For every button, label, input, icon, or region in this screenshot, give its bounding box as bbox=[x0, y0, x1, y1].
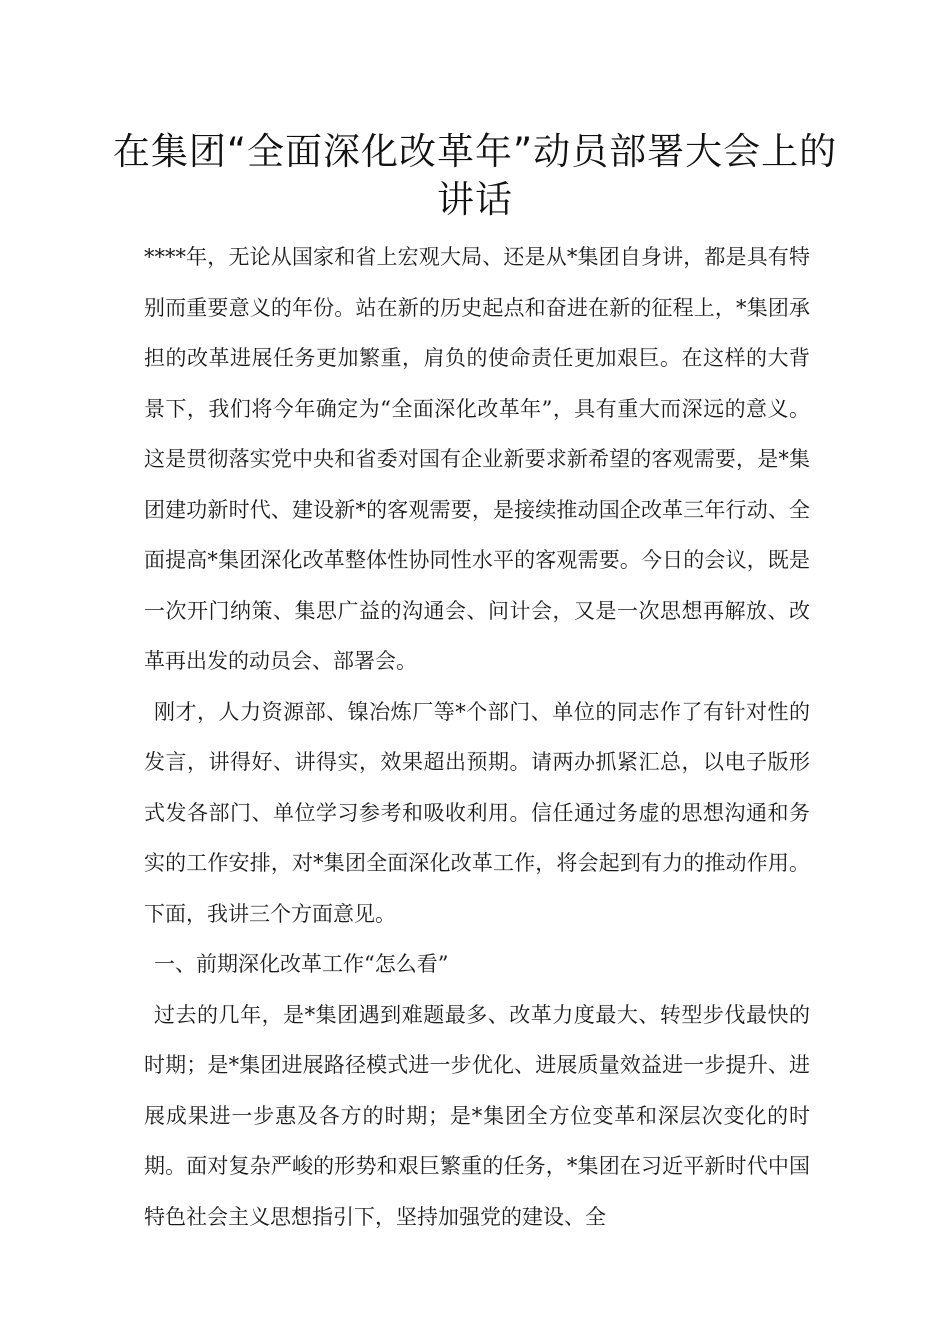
paragraph-intro: ****年，无论从国家和省上宏观大局、还是从*集团自身讲，都是具有特别而重要意义的年份。站在新的历史起点和奋进在新的征程上，*集团承担的改革进展任务更加繁重，肩负的使命责任更加艰巨。在这样的大背景下，我们将今年确定为“全面深化改革年”，具有重大而深远的意义。这是贯彻落实党中央和省委对国有企业新要求新希望的客观需要，是*集团建功新时代、建设新*的客观需要，是接续推动国企改革三年行动、全面提高*集团深化改革整体性协同性水平的客观需要。今日的会议，既是一次开门纳策、集思广益的沟通会、问计会，又是一次思想再解放、改革再出发的动员会、部署会。 bbox=[144, 245, 810, 673]
paragraph-feedback: 刚才，人力资源部、镍冶炼厂等*个部门、单位的同志作了有针对性的发言，讲得好、讲得实，效果超出预期。请两办抓紧汇总，以电子版形式发各部门、单位学习参考和吸收利用。信任通过务虚的思想沟通和务实的工作安排，对*集团全面深化改革工作，将会起到有力的推动作用。下面，我讲三个方面意见。 bbox=[144, 699, 810, 926]
section-heading-1: 一、前期深化改革工作“怎么看” bbox=[154, 952, 449, 976]
document-body bbox=[144, 232, 810, 1242]
document-title: 在集团“全面深化改革年”动员部署大会上的讲话 bbox=[112, 130, 838, 221]
paragraph-review: 过去的几年，是*集团遇到难题最多、改革力度最大、转型步伐最快的时期；是*集团进展路径模式进一步优化、进展质量效益进一步提升、进展成果进一步惠及各方的时期；是*集团全方位变革和深层次变化的时期。面对复杂严峻的形势和艰巨繁重的任务，*集团在习近平新时代中国特色社会主义思想指引下，坚持加强党的建设、全 bbox=[144, 1002, 810, 1229]
